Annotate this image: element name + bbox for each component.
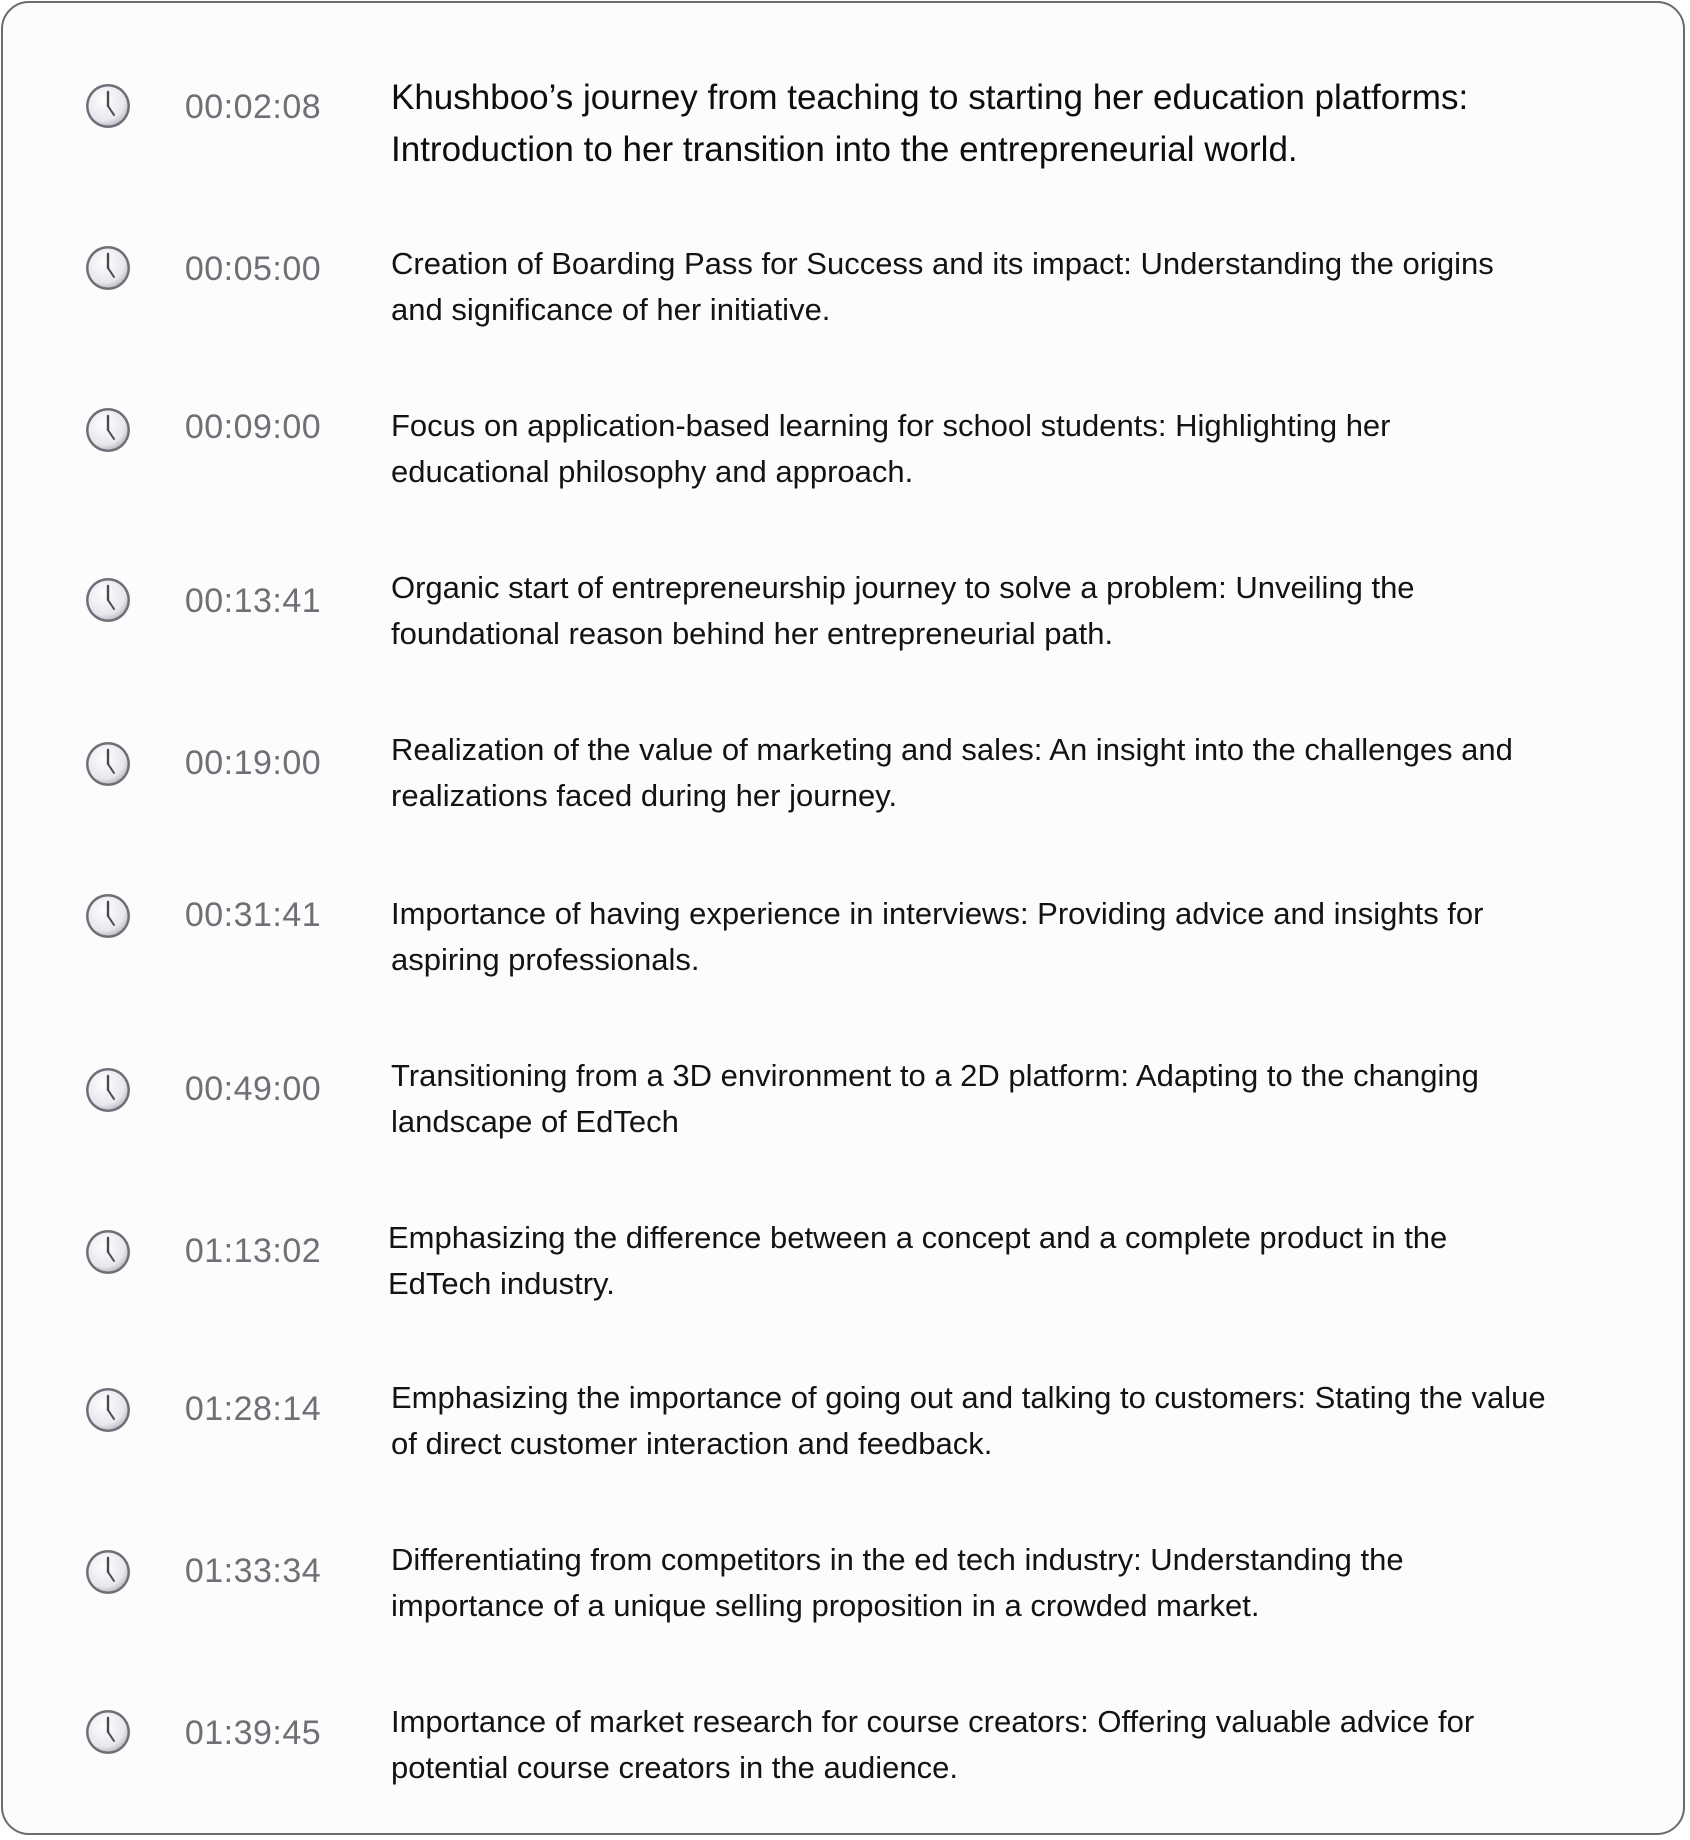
clock-icon[interactable] — [83, 405, 133, 455]
timestamp-link[interactable]: 01:28:14 — [184, 1390, 322, 1428]
chapter-row — [3, 241, 1683, 361]
timestamp-link[interactable]: 01:13:02 — [184, 1232, 322, 1270]
chapters-panel — [1, 1, 1685, 1835]
chapter-summary: Differentiating from competitors in the ed tech industry: Understanding the importance of a unique selling proposition in a crowded market. — [391, 1542, 1404, 1623]
clock-icon[interactable] — [83, 243, 133, 293]
chapter-row — [3, 1537, 1683, 1657]
timestamp-link[interactable]: 00:19:00 — [184, 744, 322, 782]
timestamp-link[interactable]: 01:39:45 — [184, 1714, 322, 1752]
chapter-summary: Khushboo’s journey from teaching to starting her education platforms: Introduction to her transition into the entrepreneurial world. — [391, 78, 1469, 169]
clock-icon[interactable] — [83, 1065, 133, 1115]
timestamp-link[interactable]: 00:31:41 — [184, 896, 322, 934]
timestamp-link[interactable]: 00:02:08 — [184, 88, 322, 126]
chapter-row — [3, 727, 1683, 847]
chapter-row — [3, 1699, 1683, 1819]
chapter-summary: Creation of Boarding Pass for Success and its impact: Understanding the origins and significance of her initiative. — [391, 246, 1494, 327]
timestamp-link[interactable]: 00:05:00 — [184, 250, 322, 288]
clock-icon[interactable] — [83, 891, 133, 941]
chapter-summary: Emphasizing the importance of going out and talking to customers: Stating the value of direct customer interaction and feedback. — [391, 1380, 1546, 1461]
chapter-summary: Organic start of entrepreneurship journey to solve a problem: Unveiling the foundational reason behind her entrepreneurial path. — [391, 570, 1415, 651]
timestamp-link[interactable]: 00:09:00 — [184, 408, 322, 446]
clock-icon[interactable] — [83, 1227, 133, 1277]
chapter-summary: Realization of the value of marketing and sales: An insight into the challenges and realizations faced during her journey. — [391, 732, 1513, 813]
timestamp-link[interactable]: 00:13:41 — [184, 582, 322, 620]
clock-icon[interactable] — [83, 81, 133, 131]
chapter-summary: Emphasizing the difference between a concept and a complete product in the EdTech industry. — [388, 1220, 1448, 1301]
clock-icon[interactable] — [83, 1707, 133, 1757]
clock-icon[interactable] — [83, 1547, 133, 1597]
clock-icon[interactable] — [83, 575, 133, 625]
timestamp-link[interactable]: 00:49:00 — [184, 1070, 322, 1108]
chapter-summary: Importance of having experience in interviews: Providing advice and insights for aspiring professionals. — [391, 896, 1484, 977]
chapter-row — [3, 891, 1683, 1011]
chapter-summary: Importance of market research for course creators: Offering valuable advice for potential course creators in the audience. — [391, 1704, 1475, 1785]
timestamp-link[interactable]: 01:33:34 — [184, 1552, 322, 1590]
chapter-row — [3, 403, 1683, 523]
chapter-row — [3, 75, 1683, 195]
chapter-row — [3, 1053, 1683, 1173]
chapter-row — [3, 1215, 1683, 1335]
chapter-summary: Transitioning from a 3D environment to a 2D platform: Adapting to the changing landscape of EdTech — [391, 1058, 1479, 1139]
clock-icon[interactable] — [83, 739, 133, 789]
chapter-row — [3, 565, 1683, 685]
chapter-row — [3, 1375, 1683, 1495]
clock-icon[interactable] — [83, 1385, 133, 1435]
chapter-summary: Focus on application-based learning for school students: Highlighting her educational philosophy and approach. — [391, 408, 1391, 489]
